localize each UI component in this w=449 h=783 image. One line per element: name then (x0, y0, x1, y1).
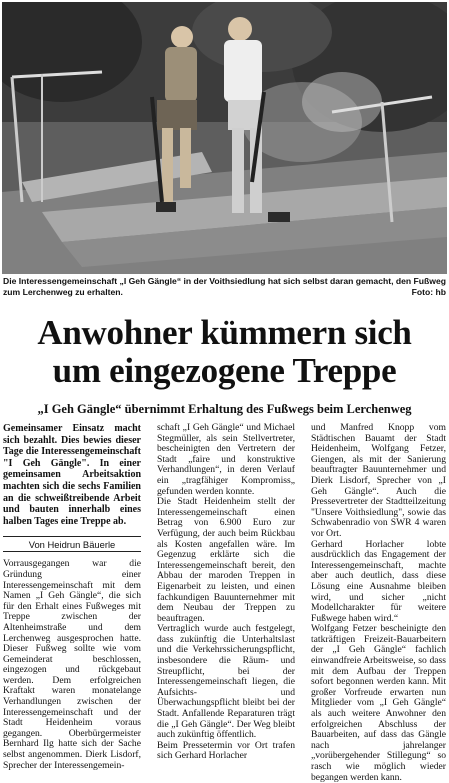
body-paragraph: Vertraglich wurde auch festgelegt, dass zukünftig die Unterhaltslast und die Verkehrssicherungspflicht, insbesondere die Räum- und Streupflicht, bei der Interessengemeinschaft liegen, die Aufsichts- und Überwachungspflicht bleibt bei der Stadt. Anfallende Reparaturen trägt die „I Geh Gängle“. Der Weg bleibt auch zukünftig öffentlich. (157, 623, 295, 741)
photo-caption (3, 276, 446, 297)
body-paragraph: Vorrausgegangen war die Gründung einer Interessengemeinschaft mit dem Namen „I Geh Gängle“, die sich für den Erhalt eines Fußweges mit Treppe zwischen der Altenheimstraße und dem Lerchenweg ausgesprochen hatte. Dieser Fußweg sollte wie vom Gemeinderat beschlossen, eingezogen und rückgebaut werden. Dem erfolgreichen Kraftakt waren monatelange Verhandlungen zwischen der Interessengemeinschaft und der Stadt Heidenheim voraus gegangen. Oberbürgermeister Bernhard Ilg hatte sich der Sache selbst angenommen. Dierk Lisdorf, Sprecher der Interessengemein- (3, 558, 141, 771)
article-photo (2, 2, 447, 274)
lead-paragraph: Gemeinsamer Einsatz macht sich bezahlt. Dies bewies dieser Tage die Interessengemeinschaft "I Geh Gängle". In einer gemeinsamen Arbeitsaktion machten sich die sechs Familien an die schweißtreibende Arbeit und bauten innerhalb eines halben Tages eine Treppe ab. (3, 423, 141, 527)
body-paragraph: Beim Pressetermin vor Ort trafen sich Gerhard Horlacher (157, 739, 295, 762)
photo-credit: Foto: hb (411, 286, 446, 297)
headline (0, 314, 449, 390)
body-paragraph: Die Stadt Heidenheim stellt der Interessengemeinschaft einen Betrag von 6.900 Euro zur Verfügung, der auch beim Rückbau als Kosten angefallen wäre. Im Gegenzug erklärte sich die Interessengemeinschaft bereit, den Abbau der maroden Treppen in Eigenarbeit zu leisten, und einen fachkundigen Bauunternehmer mit dem Neubau der Treppen zu beauftragen. (157, 496, 295, 624)
body-paragraph: Wolfgang Fetzer bescheinigte den tatkräftigen Freizeit-Bauarbeitern der „I Geh Gängle“ fachlich einwandfreie Arbeitsweise, so dass mit dem Aufbau der Treppen sofort begonnen werden kann. Mit großer Vorfreude erwarten nun Mitglieder vom „I Geh Gängle“ als auch weitere Anwohner den erfolgreichen Abschluss der Bauarbeiten, auf dass das Gängle nach jahrelanger „vorübergehender Stillegung“ so rasch wie möglich wieder begangen werden kann. (311, 623, 446, 783)
article-column-1 (3, 423, 141, 771)
body-paragraph: und Manfred Knopp vom Städtischen Bauamt der Stadt Heidenheim, Wolfgang Fetzer, Giengen, als mit der Sanierung beauftragter Bauunternehmer und Dierk Lisdorf, Sprecher von „I Geh Gängle“. Auch die Pressevertreter der Stadtteilzeitung "Unsere Voithsiedlung", sowie das Schwabenradio von SWR 4 waren vor Ort. (311, 422, 446, 539)
body-paragraph: schaft „I Geh Gängle“ und Michael Stegmüller, als sein Stellvertreter, bescheinigten den Vertretern der Stadt „faire und konstruktive Verhandlungen“, in deren Verlauf ein „tragfähiger Kompromiss„ gefunden werden konnte. (157, 422, 295, 497)
subheadline: „I Geh Gängle“ übernimmt Erhaltung des Fußwegs beim Lerchenweg (37, 402, 412, 416)
headline-line-1: Anwohner kümmern sich (37, 313, 412, 352)
article-column-3 (311, 423, 446, 783)
photo-caption-text: Die Interessengemeinschaft „I Geh Gängle“ in der Voithsiedlung hat sich selbst daran gemacht, den Fußweg zum Lerchenweg zu erhalten. (3, 276, 446, 297)
headline-line-2: um eingezogene Treppe (52, 351, 397, 390)
photo-illustration (2, 2, 447, 274)
article-column-2 (157, 423, 295, 762)
byline: Von Heidrun Bäuerle (3, 536, 141, 552)
body-paragraph: Gerhard Horlacher lobte ausdrücklich das Engagement der Interessengemeinschaft, machte aber auch deutlich, dass diese Lösung eine Ausnahme bleiben wird, und sicher „nicht Modellcharakter für weitere Fußwege haben wird.“ (311, 538, 446, 624)
